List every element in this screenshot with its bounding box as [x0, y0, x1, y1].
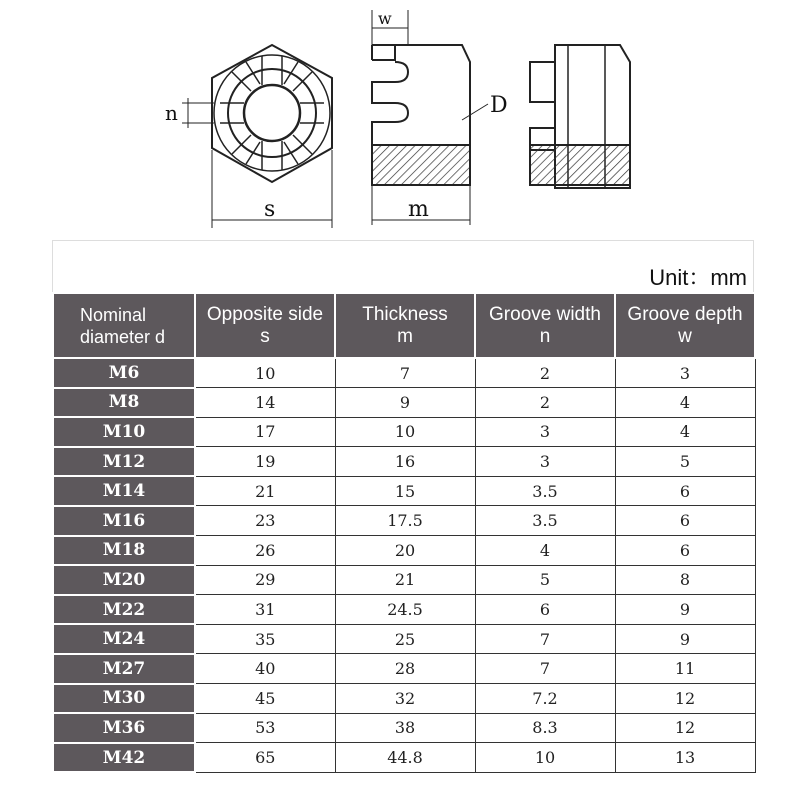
- cell-w: 8: [615, 565, 755, 595]
- cell-diameter: M10: [53, 417, 195, 447]
- cell-n: 7.2: [475, 684, 615, 714]
- cell-n: 7: [475, 654, 615, 684]
- cell-n: 10: [475, 743, 615, 773]
- table-row: [53, 536, 755, 566]
- cell-w: 9: [615, 595, 755, 625]
- cell-s: 21: [195, 476, 335, 506]
- cell-s: 65: [195, 743, 335, 773]
- table-row: [53, 595, 755, 625]
- cell-n: 3: [475, 417, 615, 447]
- cell-n: 5: [475, 565, 615, 595]
- table-row: [53, 713, 755, 743]
- cell-w: 6: [615, 476, 755, 506]
- header-opposite-side: Opposite side s: [195, 293, 335, 358]
- cell-m: 9: [335, 388, 475, 418]
- cell-s: 26: [195, 536, 335, 566]
- cell-w: 12: [615, 684, 755, 714]
- front-view: [182, 45, 332, 228]
- cell-diameter: M12: [53, 447, 195, 477]
- header-row: [53, 293, 755, 358]
- table-row: [53, 476, 755, 506]
- table-row: [53, 388, 755, 418]
- cell-m: 7: [335, 358, 475, 388]
- cell-diameter: M27: [53, 654, 195, 684]
- cell-s: 19: [195, 447, 335, 477]
- cell-m: 24.5: [335, 595, 475, 625]
- cell-n: 6: [475, 595, 615, 625]
- cell-diameter: M36: [53, 713, 195, 743]
- cell-m: 20: [335, 536, 475, 566]
- cell-w: 6: [615, 536, 755, 566]
- header-thickness: Thickness m: [335, 293, 475, 358]
- cell-s: 31: [195, 595, 335, 625]
- label-d: D: [490, 93, 508, 118]
- cell-w: 4: [615, 388, 755, 418]
- header-nominal-diameter: Nominal diameter d: [53, 293, 195, 358]
- cell-diameter: M42: [53, 743, 195, 773]
- cell-m: 44.8: [335, 743, 475, 773]
- cell-m: 21: [335, 565, 475, 595]
- cell-m: 38: [335, 713, 475, 743]
- cell-n: 8.3: [475, 713, 615, 743]
- cell-n: 3.5: [475, 476, 615, 506]
- cell-w: 4: [615, 417, 755, 447]
- cell-diameter: M16: [53, 506, 195, 536]
- cell-n: 4: [475, 536, 615, 566]
- cell-s: 45: [195, 684, 335, 714]
- header-groove-width: Groove width n: [475, 293, 615, 358]
- table-row: [53, 565, 755, 595]
- cell-m: 28: [335, 654, 475, 684]
- cell-s: 14: [195, 388, 335, 418]
- cell-m: 15: [335, 476, 475, 506]
- cell-diameter: M18: [53, 536, 195, 566]
- cell-diameter: M24: [53, 624, 195, 654]
- cell-w: 11: [615, 654, 755, 684]
- cell-n: 7: [475, 624, 615, 654]
- cell-n: 3: [475, 447, 615, 477]
- cell-s: 23: [195, 506, 335, 536]
- unit-label: Unit：mm: [649, 265, 747, 290]
- label-n: n: [165, 101, 178, 125]
- table-row: [53, 417, 755, 447]
- label-w: w: [378, 9, 392, 28]
- cell-w: 13: [615, 743, 755, 773]
- table-row: [53, 506, 755, 536]
- cell-n: 2: [475, 358, 615, 388]
- cell-s: 35: [195, 624, 335, 654]
- header-groove-depth: Groove depth w: [615, 293, 755, 358]
- cell-w: 9: [615, 624, 755, 654]
- label-s: s: [264, 197, 276, 222]
- cell-n: 3.5: [475, 506, 615, 536]
- cell-s: 10: [195, 358, 335, 388]
- cell-w: 6: [615, 506, 755, 536]
- rear-view: [530, 45, 630, 188]
- side-view: [372, 10, 488, 225]
- cell-s: 40: [195, 654, 335, 684]
- cell-m: 10: [335, 417, 475, 447]
- cell-m: 16: [335, 447, 475, 477]
- cell-diameter: M14: [53, 476, 195, 506]
- cell-m: 32: [335, 684, 475, 714]
- unit-bar: [52, 240, 754, 292]
- cell-m: 25: [335, 624, 475, 654]
- cell-diameter: M8: [53, 388, 195, 418]
- spec-table: [52, 292, 756, 773]
- cell-n: 2: [475, 388, 615, 418]
- cell-w: 5: [615, 447, 755, 477]
- table-row: [53, 684, 755, 714]
- table-row: [53, 654, 755, 684]
- table-row: [53, 743, 755, 773]
- cell-diameter: M6: [53, 358, 195, 388]
- cell-w: 12: [615, 713, 755, 743]
- cell-m: 17.5: [335, 506, 475, 536]
- cell-s: 17: [195, 417, 335, 447]
- nut-technical-drawing: [0, 0, 800, 240]
- table-row: [53, 358, 755, 388]
- cell-s: 53: [195, 713, 335, 743]
- cell-diameter: M30: [53, 684, 195, 714]
- cell-diameter: M22: [53, 595, 195, 625]
- cell-s: 29: [195, 565, 335, 595]
- cell-w: 3: [615, 358, 755, 388]
- cell-diameter: M20: [53, 565, 195, 595]
- table-row: [53, 447, 755, 477]
- table-row: [53, 624, 755, 654]
- label-m: m: [408, 197, 429, 222]
